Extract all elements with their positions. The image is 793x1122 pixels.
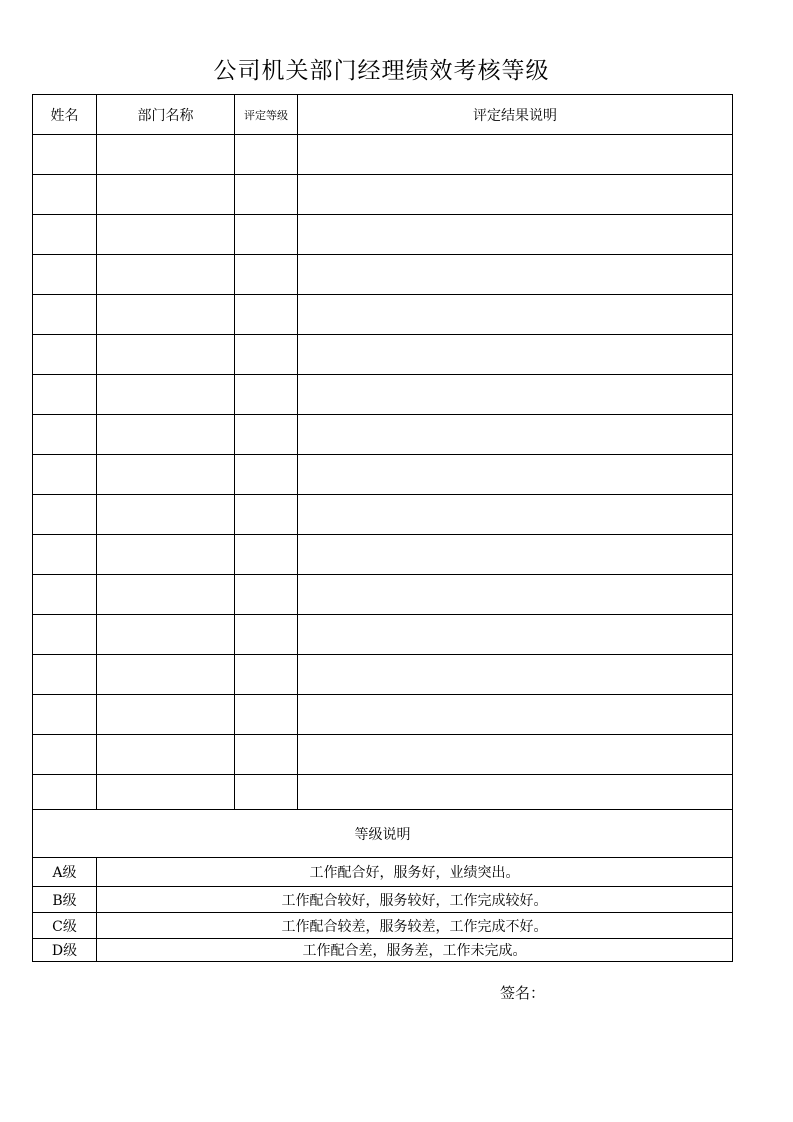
- table-row: [33, 655, 733, 695]
- table-row: [33, 495, 733, 535]
- name-cell[interactable]: [33, 135, 97, 175]
- header-name: 姓名: [33, 95, 97, 135]
- result-description-cell[interactable]: [298, 375, 733, 415]
- grade-cell[interactable]: [235, 655, 298, 695]
- page-title: 公司机关部门经理绩效考核等级: [213, 58, 550, 84]
- grade-cell[interactable]: [235, 535, 298, 575]
- result-description-cell[interactable]: [298, 495, 733, 535]
- grade-cell[interactable]: [235, 695, 298, 735]
- legend-title: 等级说明: [33, 810, 733, 858]
- grade-description: 工作配合较差，服务较差，工作完成不好。: [97, 913, 733, 939]
- department-cell[interactable]: [97, 175, 235, 215]
- grade-cell[interactable]: [235, 375, 298, 415]
- name-cell[interactable]: [33, 735, 97, 775]
- name-cell[interactable]: [33, 455, 97, 495]
- name-cell[interactable]: [33, 215, 97, 255]
- grade-cell[interactable]: [235, 135, 298, 175]
- grade-cell[interactable]: [235, 735, 298, 775]
- grade-row-c: [33, 913, 733, 939]
- table-row: [33, 175, 733, 215]
- table-row: [33, 295, 733, 335]
- table-row: [33, 255, 733, 295]
- grade-cell[interactable]: [235, 175, 298, 215]
- grade-label: D级: [33, 939, 97, 962]
- table-header-row: [33, 95, 733, 135]
- grade-label: A级: [33, 858, 97, 887]
- table-row: [33, 535, 733, 575]
- department-cell[interactable]: [97, 735, 235, 775]
- table-row: [33, 775, 733, 810]
- name-cell[interactable]: [33, 695, 97, 735]
- grade-cell[interactable]: [235, 295, 298, 335]
- name-cell[interactable]: [33, 335, 97, 375]
- result-description-cell[interactable]: [298, 255, 733, 295]
- name-cell[interactable]: [33, 415, 97, 455]
- grade-cell[interactable]: [235, 615, 298, 655]
- header-grade: 评定等级: [235, 95, 298, 135]
- grade-label: C级: [33, 913, 97, 939]
- header-result-description: 评定结果说明: [298, 95, 733, 135]
- result-description-cell[interactable]: [298, 335, 733, 375]
- grade-description: 工作配合好，服务好，业绩突出。: [97, 858, 733, 887]
- grade-cell[interactable]: [235, 775, 298, 810]
- name-cell[interactable]: [33, 615, 97, 655]
- result-description-cell[interactable]: [298, 455, 733, 495]
- table-row: [33, 615, 733, 655]
- name-cell[interactable]: [33, 255, 97, 295]
- name-cell[interactable]: [33, 495, 97, 535]
- table-row: [33, 415, 733, 455]
- department-cell[interactable]: [97, 495, 235, 535]
- result-description-cell[interactable]: [298, 535, 733, 575]
- department-cell[interactable]: [97, 655, 235, 695]
- department-cell[interactable]: [97, 775, 235, 810]
- department-cell[interactable]: [97, 295, 235, 335]
- result-description-cell[interactable]: [298, 135, 733, 175]
- result-description-cell[interactable]: [298, 775, 733, 810]
- department-cell[interactable]: [97, 215, 235, 255]
- name-cell[interactable]: [33, 535, 97, 575]
- department-cell[interactable]: [97, 375, 235, 415]
- table-row: [33, 375, 733, 415]
- result-description-cell[interactable]: [298, 295, 733, 335]
- grade-row-a: [33, 858, 733, 887]
- grade-description: 工作配合差，服务差，工作未完成。: [97, 939, 733, 962]
- name-cell[interactable]: [33, 175, 97, 215]
- legend-title-row: [33, 810, 733, 858]
- name-cell[interactable]: [33, 375, 97, 415]
- grade-cell[interactable]: [235, 455, 298, 495]
- name-cell[interactable]: [33, 575, 97, 615]
- header-department: 部门名称: [97, 95, 235, 135]
- result-description-cell[interactable]: [298, 415, 733, 455]
- result-description-cell[interactable]: [298, 575, 733, 615]
- department-cell[interactable]: [97, 135, 235, 175]
- grade-row-b: [33, 887, 733, 913]
- table-row: [33, 135, 733, 175]
- result-description-cell[interactable]: [298, 695, 733, 735]
- result-description-cell[interactable]: [298, 215, 733, 255]
- grade-description: 工作配合较好，服务较好，工作完成较好。: [97, 887, 733, 913]
- grade-cell[interactable]: [235, 335, 298, 375]
- table-row: [33, 335, 733, 375]
- name-cell[interactable]: [33, 775, 97, 810]
- name-cell[interactable]: [33, 295, 97, 335]
- result-description-cell[interactable]: [298, 615, 733, 655]
- result-description-cell[interactable]: [298, 735, 733, 775]
- grade-label: B级: [33, 887, 97, 913]
- signature-label: 签名：: [500, 984, 546, 1002]
- grade-cell[interactable]: [235, 215, 298, 255]
- table-row: [33, 215, 733, 255]
- result-description-cell[interactable]: [298, 655, 733, 695]
- grade-cell[interactable]: [235, 415, 298, 455]
- department-cell[interactable]: [97, 695, 235, 735]
- table-row: [33, 695, 733, 735]
- table-row: [33, 455, 733, 495]
- grade-cell[interactable]: [235, 495, 298, 535]
- department-cell[interactable]: [97, 615, 235, 655]
- name-cell[interactable]: [33, 655, 97, 695]
- result-description-cell[interactable]: [298, 175, 733, 215]
- grade-cell[interactable]: [235, 255, 298, 295]
- table-row: [33, 735, 733, 775]
- evaluation-table: [32, 94, 733, 962]
- department-cell[interactable]: [97, 575, 235, 615]
- department-cell[interactable]: [97, 335, 235, 375]
- department-cell[interactable]: [97, 455, 235, 495]
- grade-cell[interactable]: [235, 575, 298, 615]
- grade-row-d: [33, 939, 733, 962]
- department-cell[interactable]: [97, 535, 235, 575]
- department-cell[interactable]: [97, 255, 235, 295]
- table-row: [33, 575, 733, 615]
- department-cell[interactable]: [97, 415, 235, 455]
